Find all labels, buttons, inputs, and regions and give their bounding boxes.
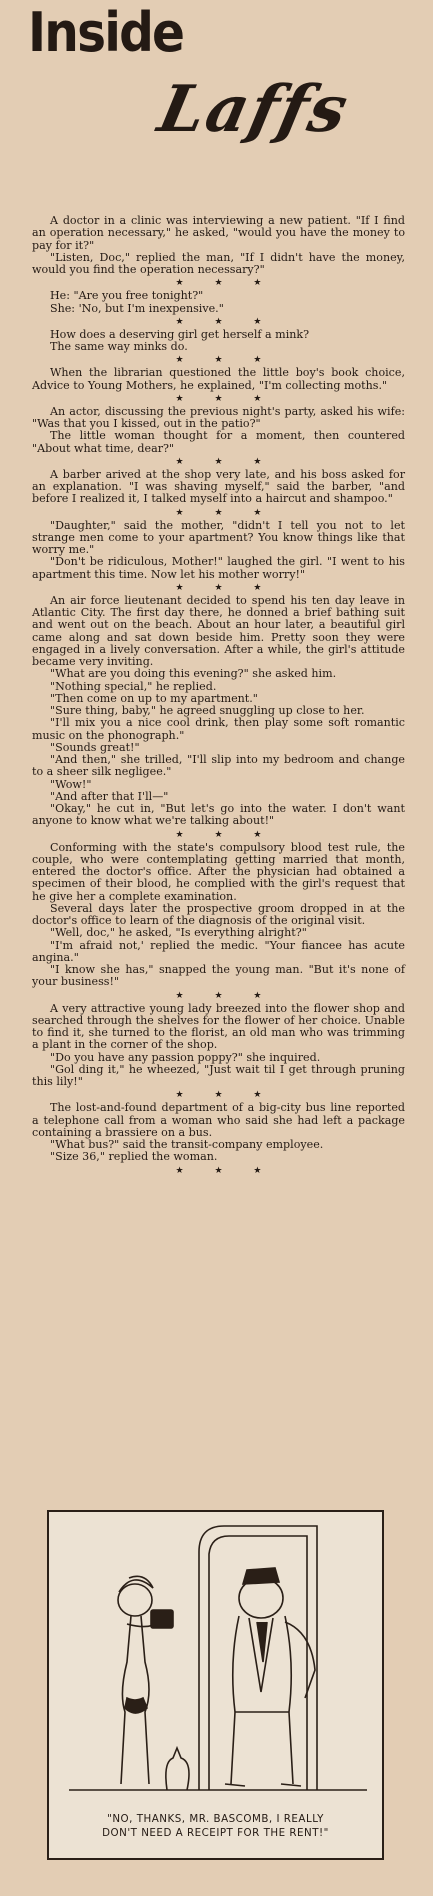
star-separator: ★ ★ ★ <box>175 456 276 467</box>
cartoon-illustration <box>49 1512 382 1858</box>
joke-paragraph: "I know she has," snapped the young man. "But it's none of your business!" <box>32 963 405 989</box>
joke-paragraph: "Size 36," replied the woman. <box>50 1150 218 1164</box>
star-separator: ★ ★ ★ <box>175 829 276 840</box>
joke-paragraph: He: "Are you free tonight?" <box>50 289 204 303</box>
caption-line-1: "NO, THANKS, MR. BASCOMB, I REALLY <box>107 1813 324 1825</box>
cartoon-panel <box>47 1510 384 1860</box>
joke-paragraph: How does a deserving girl get herself a mink? <box>50 327 310 341</box>
joke-paragraph: "Then come on up to my apartment." <box>50 691 258 705</box>
star-separator: ★ ★ ★ <box>175 507 276 518</box>
joke-paragraph: "I'll mix you a nice cool drink, then play some soft romantic music on the phonograph." <box>32 716 405 742</box>
joke-paragraph: "Daughter," said the mother, "didn't I tell you not to let strange men come to your apartment? You know things like that worry me." <box>32 518 405 556</box>
jokes-column <box>32 215 405 1178</box>
joke-paragraph: The same way minks do. <box>50 340 188 353</box>
joke-paragraph: "Nothing special," he replied. <box>50 679 217 693</box>
star-separator: ★ ★ ★ <box>175 990 276 1001</box>
joke-paragraph: She: 'No, but I'm inexpensive." <box>50 301 224 315</box>
joke-paragraph: "Well, doc," he asked, "Is everything alright?" <box>50 926 307 940</box>
joke-paragraph: "And after that I'll—" <box>50 789 169 803</box>
joke-paragraph: When the librarian questioned the little boy's book choice, Advice to Young Mothers, he explained, "I'm collecting moths." <box>32 366 405 392</box>
caption-line-2: DON'T NEED A RECEIPT FOR THE RENT!" <box>102 1827 329 1839</box>
joke-paragraph: A very attractive young lady breezed into the flower shop and searched through the shelves for the flower of her choice. Unable to find it, she turned to the florist, an old man who was trimming a plant in the corner of the shop. <box>32 1001 405 1052</box>
title-inside: Inside <box>28 1 184 64</box>
star-separator: ★ ★ ★ <box>175 582 276 593</box>
star-separator: ★ ★ ★ <box>175 1165 276 1176</box>
joke-paragraph: "Don't be ridiculous, Mother!" laughed the girl. "I went to his apartment this time. Now let his mother worry!" <box>32 555 405 581</box>
joke-paragraph: "Gol ding it," he wheezed, "Just wait til I get through pruning this lily!" <box>32 1062 405 1088</box>
joke-paragraph: "What are you doing this evening?" she asked him. <box>50 667 337 681</box>
joke-paragraph: An actor, discussing the previous night's party, asked his wife: "Was that you I kissed, out in the patio?" <box>32 404 405 430</box>
joke-paragraph: "Listen, Doc," replied the man, "If I didn't have the money, would you find the operation necessary?" <box>32 250 405 276</box>
joke-paragraph: The lost-and-found department of a big-city bus line reported a telephone call from a woman who said she had left a package containing a brassiere on a bus. <box>32 1101 405 1139</box>
joke-paragraph: "What bus?" said the transit-company employee. <box>50 1138 324 1151</box>
joke-paragraph: Conforming with the state's compulsory blood test rule, the couple, who were contemplating getting married that month, entered the doctor's office. After the physician had obtained a specimen of their blood, he complied with the girl's request that he give her a complete examination. <box>32 840 405 903</box>
joke-paragraph: The little woman thought for a moment, then countered "About what time, dear?" <box>32 429 405 455</box>
joke-paragraph: "Okay," he cut in, "But let's go into the water. I don't want anyone to know what we're talking about!" <box>32 802 405 828</box>
star-separator: ★ ★ ★ <box>175 1090 276 1101</box>
joke-paragraph: A doctor in a clinic was interviewing a new patient. "If I find an operation necessary," he asked, "would you have the money to pay for it?" <box>32 214 405 252</box>
joke-paragraph: Several days later the prospective groom dropped in at the doctor's office to learn of the diagnosis of the original visit. <box>32 901 405 927</box>
joke-paragraph: "I'm afraid not,' replied the medic. "Your fiancee has acute angina." <box>32 938 405 964</box>
joke-paragraph: "Sure thing, baby," he agreed snuggling up close to her. <box>50 704 365 717</box>
cartoon-caption <box>49 1812 382 1840</box>
joke-paragraph: "And then," she trilled, "I'll slip into my bedroom and change to a sheer silk negligee." <box>32 753 405 779</box>
title-laffs: Laffs <box>152 72 356 147</box>
joke-paragraph: "Wow!" <box>50 777 92 791</box>
star-separator: ★ ★ ★ <box>175 393 276 404</box>
joke-paragraph: "Sounds great!" <box>50 740 140 754</box>
joke-paragraph: A barber arived at the shop very late, and his boss asked for an explanation. "I was shaving myself," said the barber, "and before I realized it, I talked myself into a haircut and shampoo." <box>32 467 405 506</box>
star-separator: ★ ★ ★ <box>175 355 276 366</box>
joke-paragraph: An air force lieutenant decided to spend his ten day leave in Atlantic City. The first day there, he donned a brief bathing suit and went out on the beach. About an hour later, a beautiful girl came along and sat down beside him. Pretty soon they were engaged in a lively conversation. After a while, the girl's attitude became very inviting. <box>32 593 405 668</box>
joke-paragraph: "Do you have any passion poppy?" she inquired. <box>50 1050 321 1064</box>
star-separator: ★ ★ ★ <box>175 316 276 327</box>
star-separator: ★ ★ ★ <box>175 278 276 289</box>
